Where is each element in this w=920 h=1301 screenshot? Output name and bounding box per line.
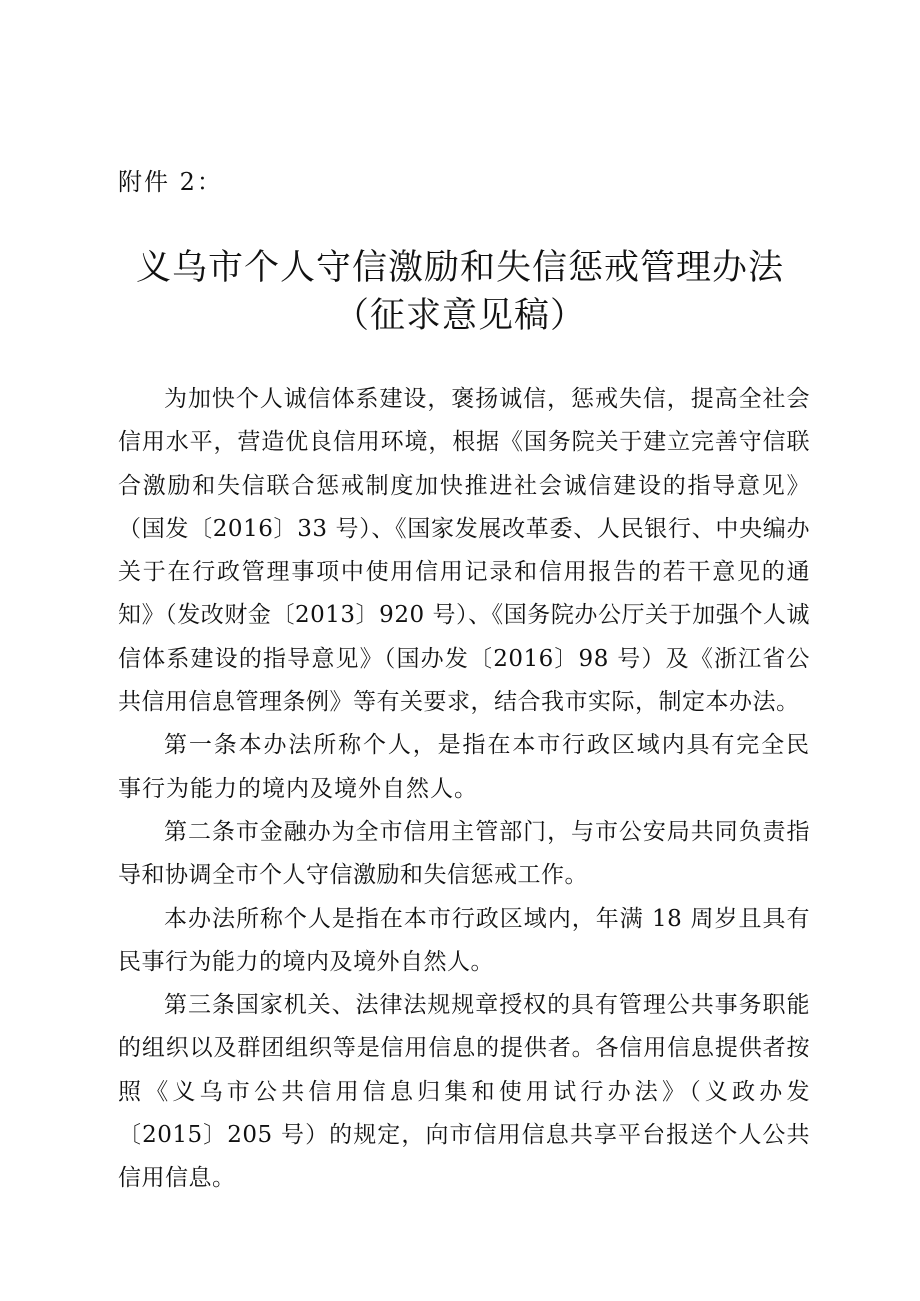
paragraph-article-3: 第三条国家机关、法律法规规章授权的具有管理公共事务职能的组织以及群团组织等是信用信息的提供者。各信用信息提供者按照《义乌市公共信用信息归集和使用试行办法》（义政办发〔2015〕205 号）的规定，向市信用信息共享平台报送个人公共信用信息。 xyxy=(118,992,810,1192)
paragraph-definition: 本办法所称个人是指在本市行政区域内，年满 18 周岁且具有民事行为能力的境内及境外自然人。 xyxy=(118,905,810,975)
paragraph-article-2: 第二条市金融办为全市信用主管部门，与市公安局共同负责指导和协调全市个人守信激励和失信惩戒工作。 xyxy=(118,818,810,889)
document-body xyxy=(118,378,810,1201)
attachment-label: 附件 2： xyxy=(118,168,223,196)
paragraph-article-1: 第一条本办法所称个人，是指在本市行政区域内具有完全民事行为能力的境内及境外自然人。 xyxy=(118,732,810,802)
paragraph-preamble: 为加快个人诚信体系建设，褒扬诚信，惩戒失信，提高全社会信用水平，营造优良信用环境，根据《国务院关于建立完善守信联合激励和失信联合惩戒制度加快推进社会诚信建设的指导意见》（国发〔2016〕33 号）、《国家发展改革委、人民银行、中央编办关于在行政管理事项中使用信用记录和信用报告的若干意见的通知》（发改财金〔2013〕920 号）、《国务院办公厅关于加强个人诚信体系建设的指导意见》（国办发〔2016〕98 号）及《浙江省公共信用信息管理条例》等有关要求，结合我市实际，制定本办法。 xyxy=(118,386,810,716)
document-subtitle: （征求意见稿） xyxy=(333,296,586,336)
document-title: 义乌市个人守信激励和失信惩戒管理办法 xyxy=(135,248,784,288)
